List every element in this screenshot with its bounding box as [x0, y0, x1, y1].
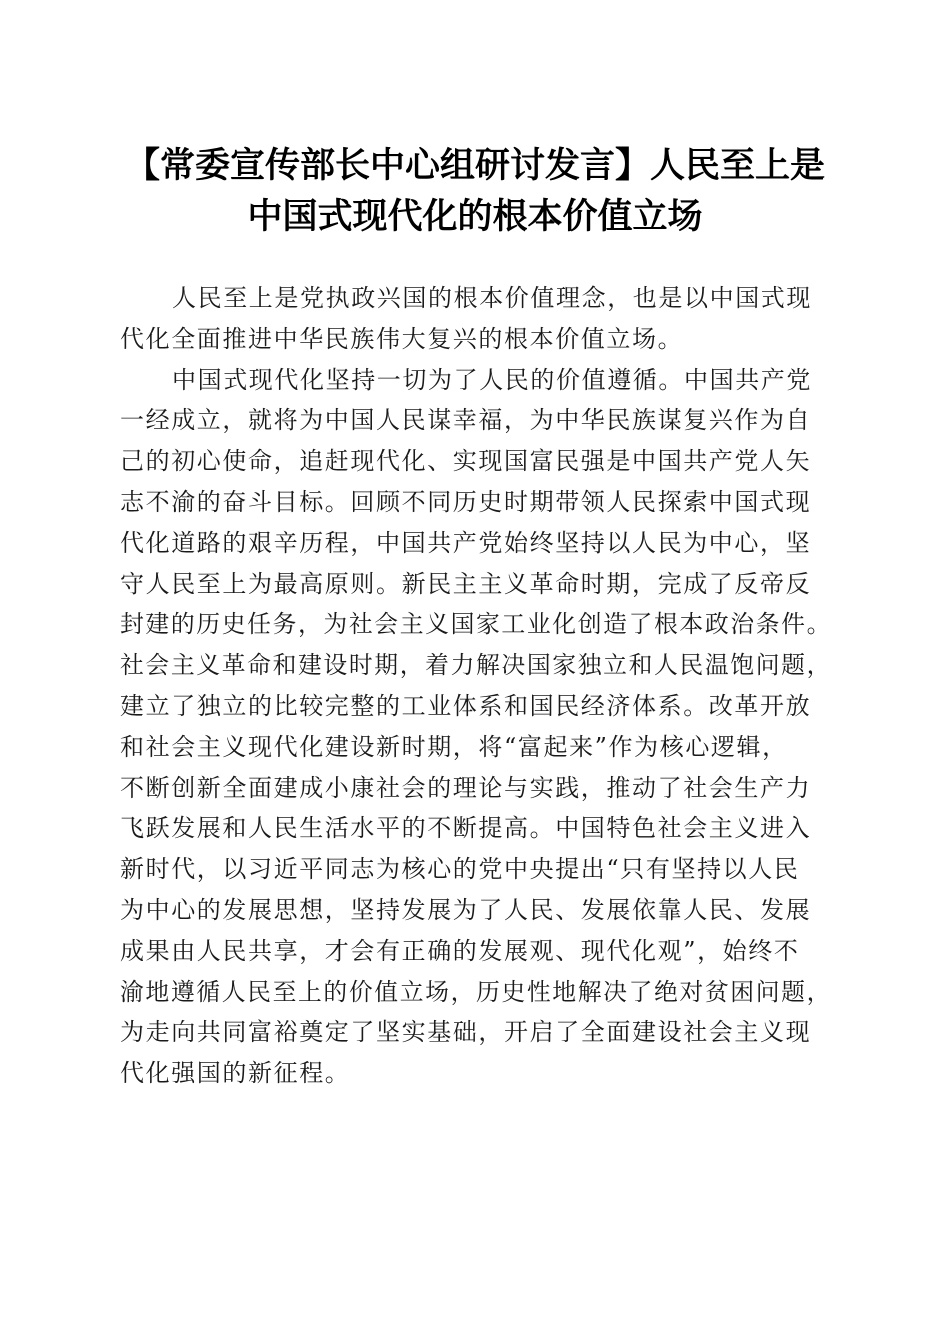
paragraph-line: 封建的历史任务，为社会主义国家工业化创造了根本政治条件。	[120, 610, 833, 639]
title-line-2: 中国式现代化的根本价值立场	[247, 196, 703, 237]
paragraph-line: 不断创新全面建成小康社会的理论与实践，推动了社会生产力	[120, 773, 812, 802]
paragraph-line: 代化强国的新征程。	[120, 1059, 351, 1088]
paragraph-line: 人民至上是党执政兴国的根本价值理念，也是以中国式现	[172, 284, 812, 312]
paragraph-line: 为走向共同富裕奠定了坚实基础，开启了全面建设社会主义现	[120, 1018, 812, 1047]
paragraph-line: 渝地遵循人民至上的价值立场，历史性地解决了绝对贫困问题，	[120, 977, 833, 1006]
paragraph-line: 代化道路的艰辛历程，中国共产党始终坚持以人民为中心，坚	[120, 528, 812, 557]
title-line-1: 【常委宣传部长中心组研讨发言】人民至上是	[124, 145, 825, 186]
paragraph-line: 新时代，以习近平同志为核心的党中央提出“只有坚持以人民	[120, 855, 800, 884]
document-title	[90, 140, 860, 242]
paragraph-line: 和社会主义现代化建设新时期，将“富起来”作为核心逻辑，	[120, 732, 788, 761]
paragraph-line: 己的初心使命，追赶现代化、实现国富民强是中国共产党人矢	[120, 447, 812, 476]
paragraph-line: 守人民至上为最高原则。新民主主义革命时期，完成了反帝反	[120, 569, 812, 598]
paragraph-line: 志不渝的奋斗目标。回顾不同历史时期带领人民探索中国式现	[120, 487, 812, 516]
paragraph-2	[120, 360, 832, 1094]
paragraph-line: 飞跃发展和人民生活水平的不断提高。中国特色社会主义进入	[120, 814, 812, 843]
paragraph-line: 为中心的发展思想，坚持发展为了人民、发展依靠人民、发展	[120, 895, 812, 924]
paragraph-line: 中国式现代化坚持一切为了人民的价值遵循。中国共产党	[172, 365, 812, 394]
paragraph-line: 建立了独立的比较完整的工业体系和国民经济体系。改革开放	[120, 691, 812, 720]
paragraph-1	[120, 278, 832, 360]
paragraph-line: 代化全面推进中华民族伟大复兴的根本价值立场。	[120, 324, 684, 353]
paragraph-line: 社会主义革命和建设时期，着力解决国家独立和人民温饱问题，	[120, 651, 833, 680]
paragraph-line: 成果由人民共享，才会有正确的发展观、现代化观”，始终不	[120, 936, 800, 965]
document-body	[120, 278, 832, 1094]
paragraph-line: 一经成立，就将为中国人民谋幸福，为中华民族谋复兴作为自	[120, 406, 812, 435]
